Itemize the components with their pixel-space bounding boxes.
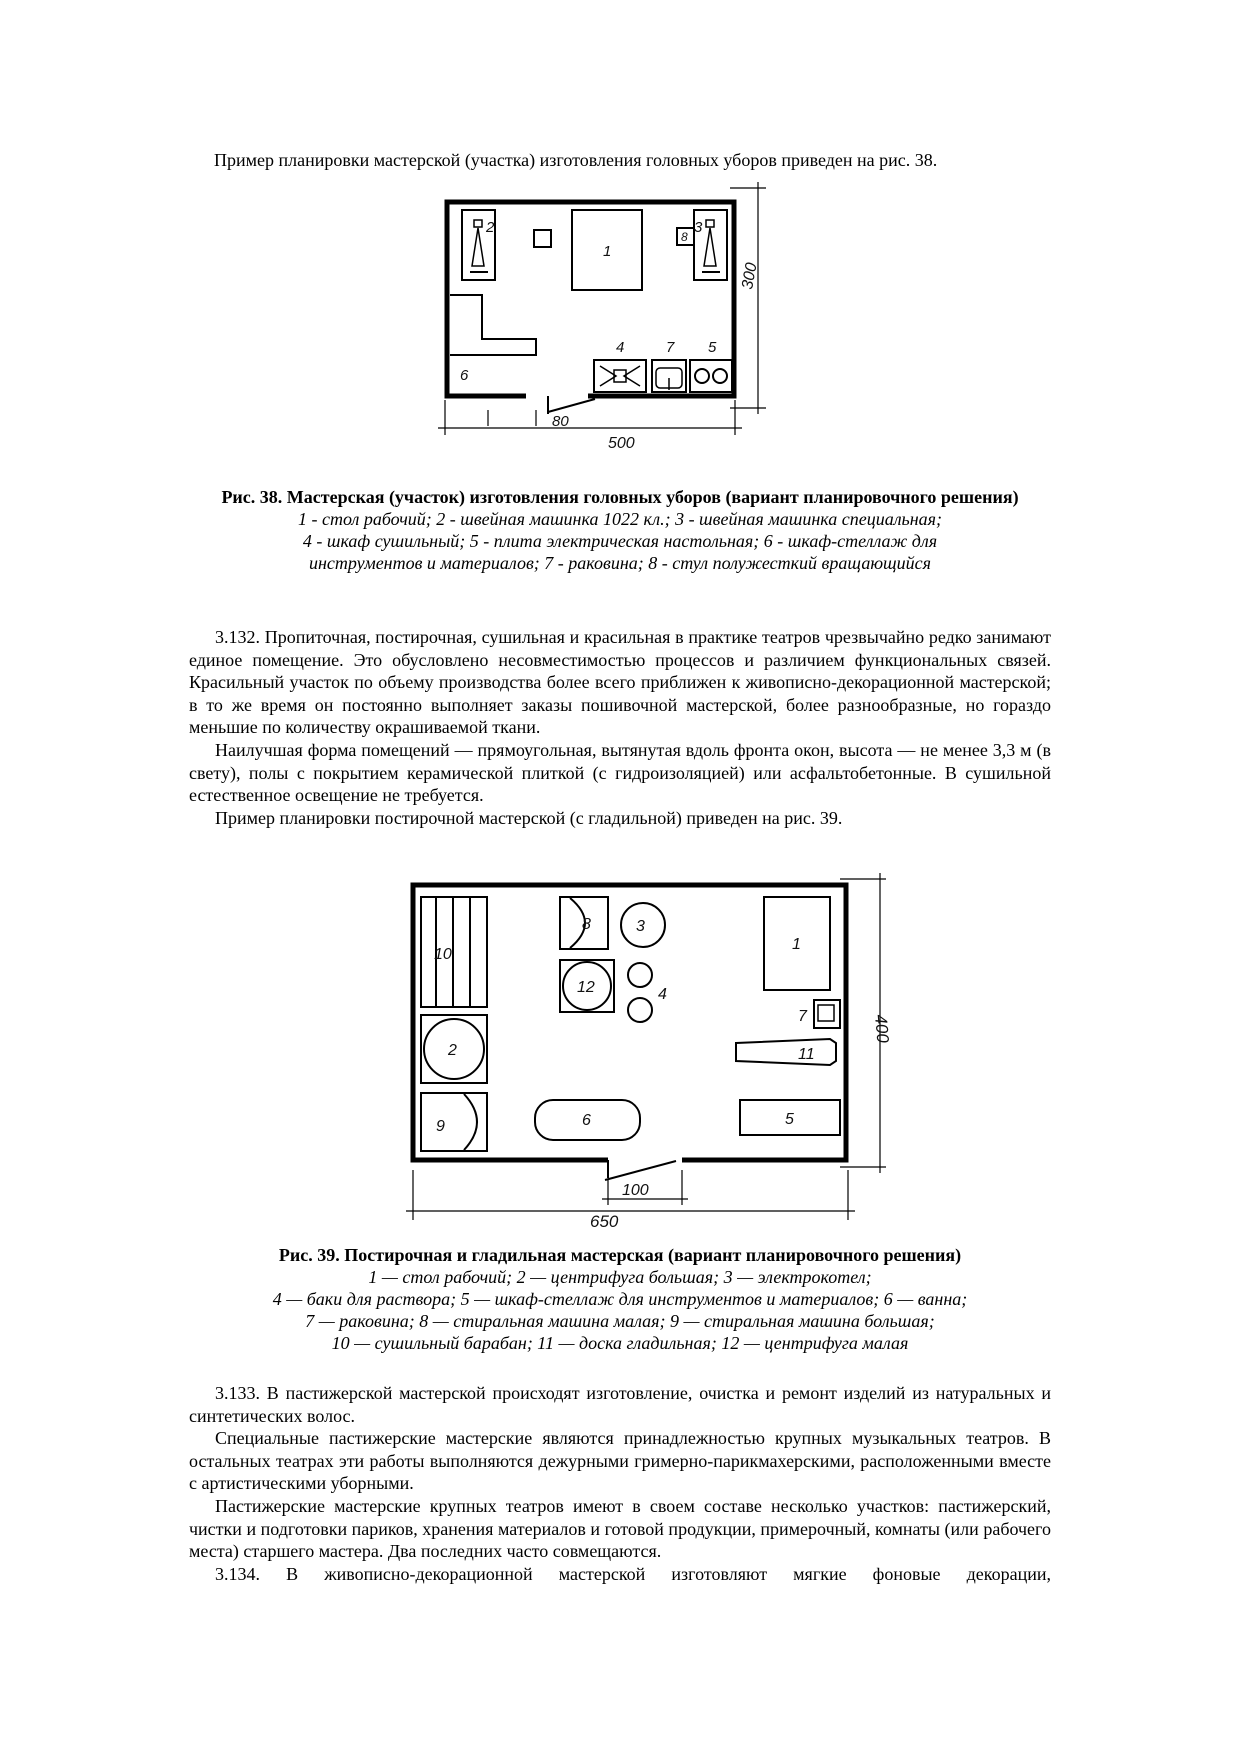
fig39-drying-drum-10 [421,897,487,1007]
paragraph: 3.132. Пропиточная, постирочная, сушильная и красильная в практике театров чрезвычайно редко занимают единое помещение. Это обусловлено несовместимостью процессов и различием функциональных связей. Красильный участок по объему производства более всего приближен к живописно-декорационной мастерской; в то же время он постоянно выполняет заказы пошивочной мастерской, более разнообразные, но гораздо меньшие по количеству окрашиваемой ткани. [189,627,1051,738]
section-3-132 [189,626,1051,829]
figure-38-floor-plan [440,190,820,460]
fig38-stove-5 [690,360,732,392]
fig39-dim-door: 100 [622,1182,649,1199]
fig39-label-6: 6 [582,1112,591,1129]
figure-38-legend-line-1: 1 - стол рабочий; 2 - швейная машинка 1022 кл.; 3 - швейная машинка специальная; [297,509,943,529]
fig38-label-1: 1 [603,243,612,260]
paragraph: Специальные пастижерские мастерские являются принадлежностью крупных музыкальных театров. В остальных театрах эти работы выполняются дежурными гримерно-парикмахерскими, расположенными вместе с артистическими уборными. [189,1428,1051,1494]
fig39-label-7: 7 [798,1008,807,1025]
figure-39-legend-line-3: 7 — раковина; 8 — стиральная машина малая; 9 — стиральная машина большая; [305,1311,935,1331]
fig38-label-5: 5 [708,339,717,356]
fig39-label-5: 5 [785,1111,794,1128]
figure-39-caption-title: Рис. 39. Постирочная и гладильная мастерская (вариант планировочного решения) [278,1245,962,1265]
paragraph: 3.134. В живописно-декорационной мастерской изготовляют мягкие фоновые декорации, [215,1563,1051,1584]
fig38-label-3: 3 [694,219,703,236]
figure-38 [440,190,820,460]
figure-39-legend-line-2: 4 — баки для раствора; 5 — шкаф-стеллаж для инструментов и материалов; 6 — ванна; [272,1289,968,1309]
figure-39-floor-plan [400,875,893,1235]
fig39-label-12: 12 [577,979,595,996]
fig39-label-11: 11 [798,1046,815,1063]
fig39-dim-height: 400 [871,1013,893,1044]
paragraph: Пастижерские мастерские крупных театров имеют в своем составе несколько участков: пастижерский, чистки и подготовки париков, хранения материалов и готовой продукции, примерочный, комнаты (или рабочего места) старшего мастера. Два последних часто совмещаются. [189,1495,1051,1562]
figure-39-legend-line-4: 10 — сушильный барабан; 11 — доска гладильная; 12 — центрифуга малая [331,1333,909,1353]
paragraph: Наилучшая форма помещений — прямоугольная, вытянутая вдоль фронта окон, высота — не менее 3,3 м (в свету), полы с покрытием керамической плиткой (с гидроизоляцией) или асфальтобетонные. В сушильной естественное освещение не требуется. [189,739,1051,806]
intro-paragraph: Пример планировки мастерской (участка) изготовления головных уборов приведен на рис. 38. [214,150,938,170]
figure-38-caption-title: Рис. 38. Мастерская (участок) изготовления головных уборов (вариант планировочного решения) [221,487,1019,507]
fig39-door [605,1161,676,1180]
fig39-label-9: 9 [436,1118,445,1135]
fig38-dim-height: 300 [739,261,761,291]
paragraph: Пример планировки постирочной мастерской (с гладильной) приведен на рис. 39. [215,807,843,828]
fig39-label-4: 4 [658,986,667,1003]
fig39-label-8: 8 [582,916,591,933]
fig39-ironing-board-11 [736,1039,836,1065]
fig38-label-2: 2 [486,219,495,236]
fig39-label-10: 10 [434,946,452,963]
fig39-label-1: 1 [792,936,801,953]
section-3-133 [189,1382,1051,1585]
fig38-label-7: 7 [666,339,675,356]
paragraph: 3.133. В пастижерской мастерской происходят изготовление, очистка и ремонт изделий из натуральных и синтетических волос. [189,1383,1051,1426]
fig39-dim-width: 650 [590,1212,619,1231]
figure-39-legend-line-1: 1 — стол рабочий; 2 — центрифуга большая; 3 — электрокотел; [368,1267,872,1287]
figure-39 [400,875,893,1235]
figure-38-legend-line-2: 4 - шкаф сушильный; 5 - плита электрическая настольная; 6 - шкаф-стеллаж для [302,531,938,551]
fig38-label-6: 6 [460,367,469,384]
fig38-dim-width: 500 [608,435,635,452]
fig39-tank [628,998,652,1022]
fig38-dim-door: 80 [552,413,569,430]
figure-39-caption [200,1244,1040,1354]
fig38-door [548,399,595,412]
fig39-label-2: 2 [448,1042,457,1059]
fig39-tank [628,963,652,987]
fig38-label-8: 8 [681,230,688,244]
figure-38-legend-line-3: инструментов и материалов; 7 - раковина; 8 - стул полужесткий вращающийся [308,553,931,573]
fig38-label-4: 4 [616,339,625,356]
fig38-chair [534,230,551,247]
fig39-label-3: 3 [636,918,645,935]
figure-38-caption [200,486,1040,574]
fig39-walls [413,885,846,1160]
fig38-drying-cabinet-4 [594,360,646,392]
fig38-shelf-6 [450,295,536,355]
